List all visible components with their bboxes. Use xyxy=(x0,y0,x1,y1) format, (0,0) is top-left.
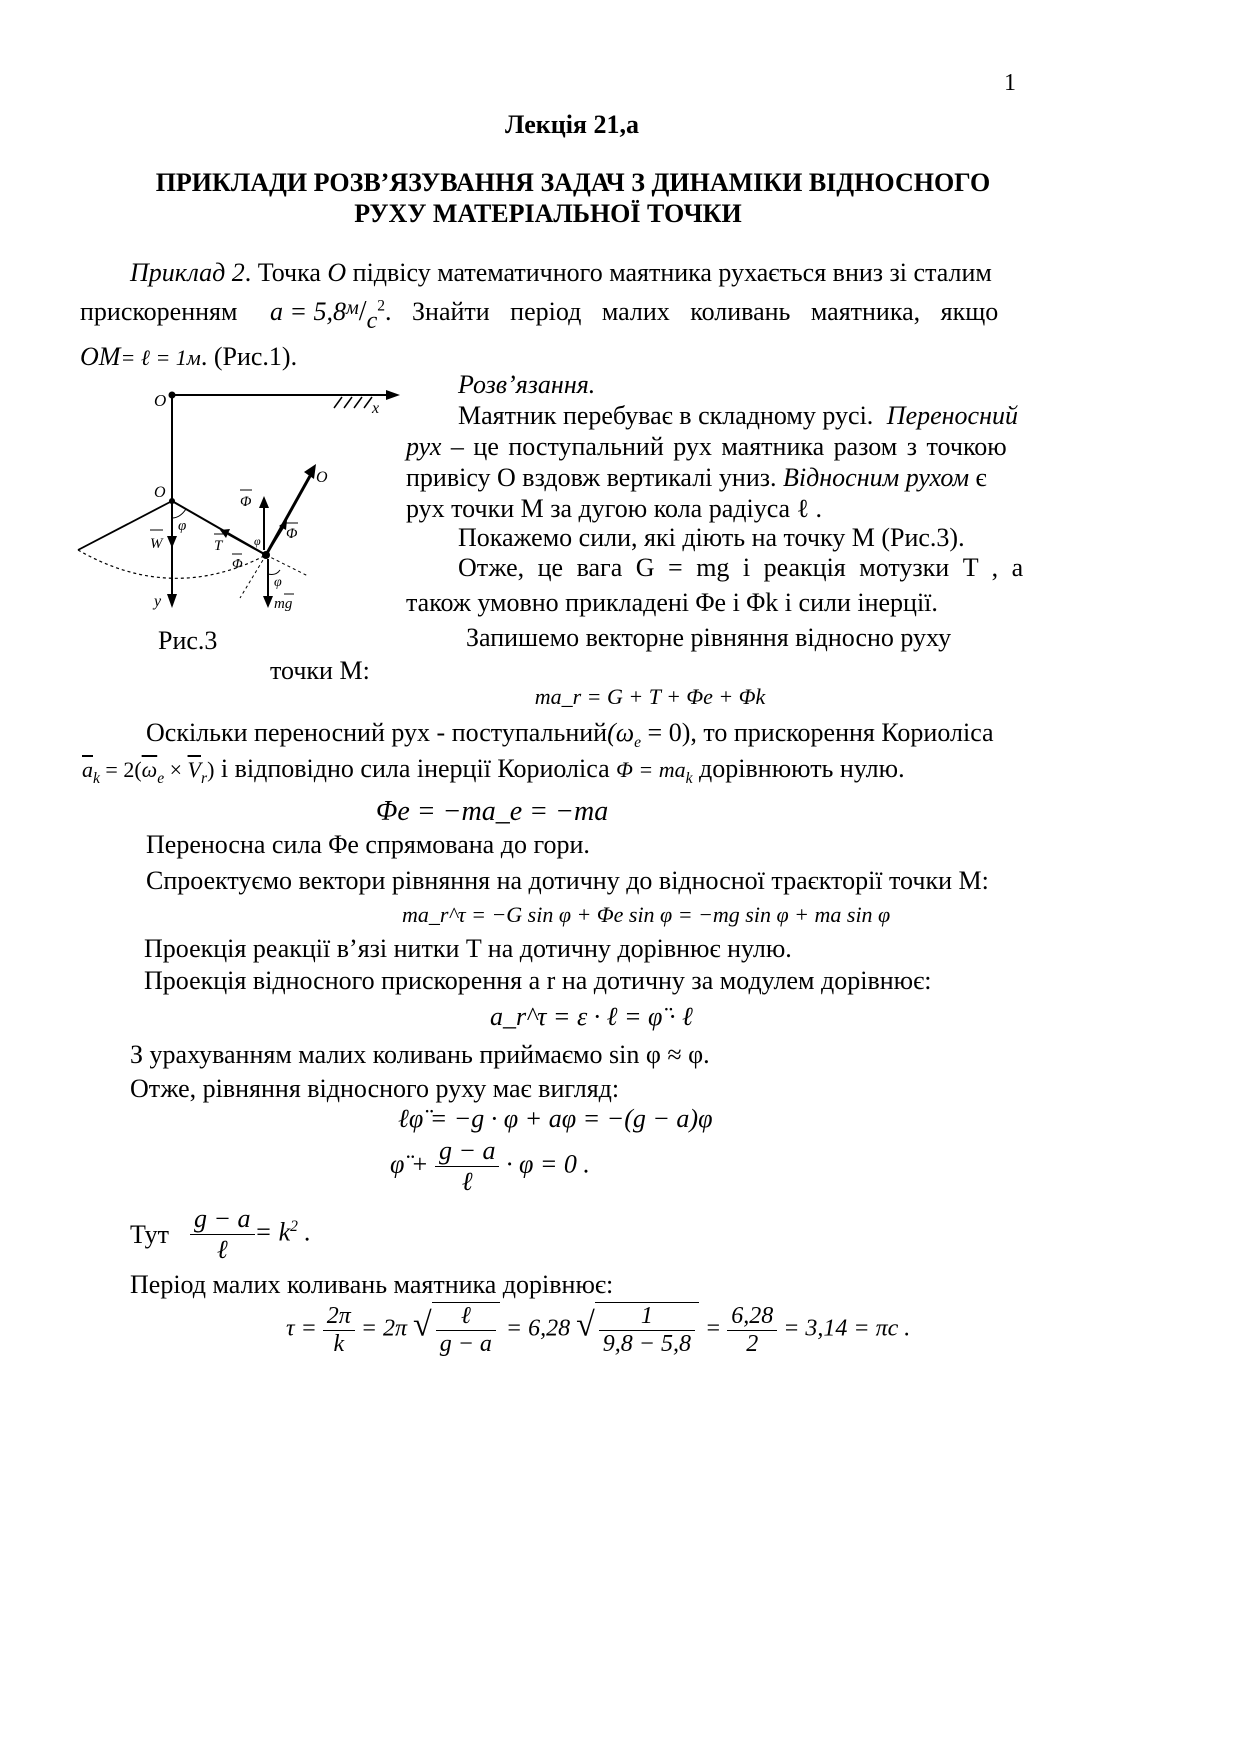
label-T: T xyxy=(214,538,223,554)
y-arrow xyxy=(167,594,177,608)
phi-sub: k xyxy=(685,770,693,788)
omega-sub: e xyxy=(634,734,642,752)
sol-p1-a: Маятник перебуває в складному русі. xyxy=(458,401,874,430)
coriolis-text-c: і відповідно сила інерції Кориоліса xyxy=(214,754,617,783)
angle-arc-phi xyxy=(172,509,186,518)
omega2: $\overline{\omega}$ xyxy=(141,757,158,782)
coriolis-text-b: , то прискорення Кориоліса xyxy=(690,718,994,747)
text-transfer: Переносна сила Φe спрямована до гори. xyxy=(146,830,590,859)
text-here: Тут xyxy=(130,1220,169,1249)
eq-k-frac xyxy=(190,1204,255,1265)
eq-phi-e: Φe = −ma_e = −ma xyxy=(376,796,609,827)
period-sqrt2: √ $\frac{1}{9,8 - 5,8}$ xyxy=(576,1302,699,1358)
eq-rel2-a: φ̈ + xyxy=(390,1149,429,1179)
label-x: x xyxy=(372,400,380,417)
eq-rel1: ℓφ̈ = −g · φ + aφ = −(g − a)φ xyxy=(398,1104,713,1133)
x-arrow xyxy=(386,390,400,400)
ak: $\overline{a}$ xyxy=(82,757,93,782)
sol-p1-b: Переносний xyxy=(886,401,1018,430)
period-sq1-den: g − a xyxy=(439,1331,492,1357)
solution-line7: також умовно прикладені Φe і Φk і сили інерції. xyxy=(406,588,938,617)
text-period: Період малих коливань маятника дорівнює: xyxy=(130,1270,614,1299)
label-y: y xyxy=(154,593,162,610)
label-phi-small: φ xyxy=(254,534,261,548)
eq-k-den: ℓ xyxy=(216,1235,228,1264)
solution-title: Розв’язання. xyxy=(458,370,596,399)
heading-line1: ПРИКЛАДИ РОЗВ’ЯЗУВАННЯ ЗАДАЧ З ДИНАМІКИ ВІДНОСНОГО xyxy=(155,168,991,197)
period-sq2-den: 9,8 − 5,8 xyxy=(602,1331,691,1357)
hatching xyxy=(334,397,372,408)
period-sqrt1: √ $\frac{\text{ℓ}}{g - a}$ xyxy=(413,1302,500,1358)
solution-line2 xyxy=(406,432,1018,462)
page-number: 1 xyxy=(1004,70,1016,96)
text-project: Спроектуємо вектори рівняння на дотичну до відносної траєкторії точки M: xyxy=(146,866,989,895)
sol-p2-a: рух xyxy=(406,432,442,461)
units-den: с xyxy=(366,308,378,334)
ak-sub: k xyxy=(93,770,100,788)
omega-rest: = 0) xyxy=(641,718,691,747)
solution-line5: Покажемо сили, які діють на точку M (Рис.3). xyxy=(458,523,965,552)
coriolis-line1 xyxy=(146,718,994,752)
solution-line3 xyxy=(406,463,1018,493)
solution-line9: точки M: xyxy=(270,656,370,685)
point-O: O xyxy=(327,258,347,287)
solution-line6: Отже, це вага G = mg і реакція мотузки T , а xyxy=(458,553,1024,582)
figure-rис3 xyxy=(70,378,400,618)
problem-text1: . Точка xyxy=(244,258,321,287)
period-sq1-num: ℓ xyxy=(436,1303,496,1331)
sol-p3-it: Відносним рухом xyxy=(783,463,970,492)
eq-rel2-num: g − a xyxy=(435,1136,500,1167)
problem-line1 xyxy=(130,258,992,288)
eq-k-num: g − a xyxy=(190,1204,255,1235)
eq-rel2-frac xyxy=(435,1136,500,1197)
problem-text2: підвісу математичного маятника рухається вниз зі сталим xyxy=(352,258,992,287)
label-phi: φ xyxy=(178,518,187,534)
mg-arrow xyxy=(263,596,273,608)
eq-k-dot: . xyxy=(297,1217,311,1247)
text-accel: Проекція відносного прискорення a r на дотичну за модулем дорівнює: xyxy=(144,966,932,995)
label-O1: O xyxy=(154,484,166,501)
period-frac1 xyxy=(323,1303,355,1358)
sol-p3-c: є xyxy=(969,463,987,492)
label-phi2: φ xyxy=(274,575,282,590)
problem-line2-a: прискоренням xyxy=(80,297,238,326)
eq-k-sup: 2 xyxy=(290,1217,298,1235)
eq-main: ma_r = G + T + Φe + Φk xyxy=(534,684,766,709)
period-frac2 xyxy=(727,1303,777,1358)
period-f2-num: 6,28 xyxy=(727,1303,777,1331)
eq-rel2-den: ℓ xyxy=(461,1167,473,1196)
period-tau: τ = xyxy=(286,1315,317,1342)
coriolis-text-a: Оскільки переносний рух - поступальний xyxy=(146,718,608,747)
text-small: З урахуванням малих коливань приймаємо sin φ ≈ φ. xyxy=(130,1040,710,1069)
problem-label: Приклад 2 xyxy=(130,258,245,287)
text-reaction: Проекція реакції в’язі нитки T на дотичну дорівнює нулю. xyxy=(144,934,792,963)
phi-eq: Φ = ma xyxy=(616,757,686,782)
solution-line1 xyxy=(458,401,1018,431)
eq-tangent: a_r^τ = ε · ℓ = φ̈ · ℓ xyxy=(490,1002,693,1031)
problem-line2-b: . Знайти період малих коливань маятника, якщо xyxy=(385,297,999,326)
omega2-sub: e xyxy=(157,770,165,788)
period-p3: = 6,28 xyxy=(505,1315,571,1342)
period-p4: = xyxy=(705,1315,722,1342)
Phi-e-arrow xyxy=(259,496,269,508)
label-Phi-n: Φ xyxy=(232,557,243,572)
period-f2-den: 2 xyxy=(746,1330,759,1357)
solution-line8: Запишемо векторне рівняння відносно руху xyxy=(466,623,952,652)
Vr-sub: r xyxy=(201,770,208,788)
problem-line3 xyxy=(80,342,297,372)
label-Phi-tau: Φ xyxy=(286,526,298,542)
accel-formula: a = 5,8 xyxy=(269,297,347,326)
om-eq: = ℓ = 1м xyxy=(120,345,201,370)
units-num: м xyxy=(346,297,359,319)
label-O-top: O xyxy=(154,391,167,410)
om-label: OM xyxy=(80,342,121,371)
sol-p2-b: – це поступальний рух маятника разом з точкою xyxy=(441,432,1007,461)
coriolis-line2 xyxy=(82,754,905,788)
Vr: $\overline{V}$ xyxy=(187,757,201,782)
label-Phi-e: Φ xyxy=(240,494,252,510)
ak-eq: = 2( xyxy=(99,757,142,782)
W-arrow xyxy=(167,536,177,548)
figure-caption: Рис.3 xyxy=(158,626,218,655)
coriolis-text-d: дорівнюють нулю. xyxy=(692,754,905,783)
omega: (ω xyxy=(607,718,635,747)
eq-k-rest: = k xyxy=(254,1217,291,1247)
om-rest: . (Рис.1). xyxy=(200,342,298,371)
text-eqrel: Отже, рівняння відносного руху має вигляд: xyxy=(130,1074,620,1103)
solution-line4: рух точки M за дугою кола радіуса ℓ . xyxy=(406,494,823,523)
eq-rel2 xyxy=(390,1136,590,1197)
heading-line2: РУХУ МАТЕРІАЛЬНОЇ ТОЧКИ xyxy=(354,199,742,228)
sol-p3: привісу O вздовж вертикалі униз. xyxy=(406,463,777,492)
eq-rel2-b: · φ = 0 . xyxy=(505,1149,590,1179)
eq-k xyxy=(190,1204,311,1265)
dash-line-2 xyxy=(266,555,308,576)
times: × xyxy=(164,757,188,782)
label-W: W xyxy=(150,536,163,552)
period-sq2-num: 1 xyxy=(599,1303,695,1331)
close-paren: ) xyxy=(207,757,215,782)
period-f1-num: 2π xyxy=(323,1303,355,1331)
problem-line2: прискоренням $a = 5,8^м/с^2$. Знайти період малих коливань маятника, якщо xyxy=(80,296,999,334)
lecture-title: Лекція 21,а xyxy=(505,110,639,139)
period-p2: = 2π xyxy=(360,1315,408,1342)
period-f1-den: k xyxy=(333,1330,345,1357)
label-O-arrow: O xyxy=(316,469,328,486)
period-p5: = 3,14 = πс . xyxy=(783,1315,911,1342)
eq-period xyxy=(286,1302,910,1358)
eq-proj: ma_r^τ = −G sin φ + Φe sin φ = −mg sin φ + ma sin φ xyxy=(402,902,891,927)
label-mg: mg xyxy=(274,596,293,612)
